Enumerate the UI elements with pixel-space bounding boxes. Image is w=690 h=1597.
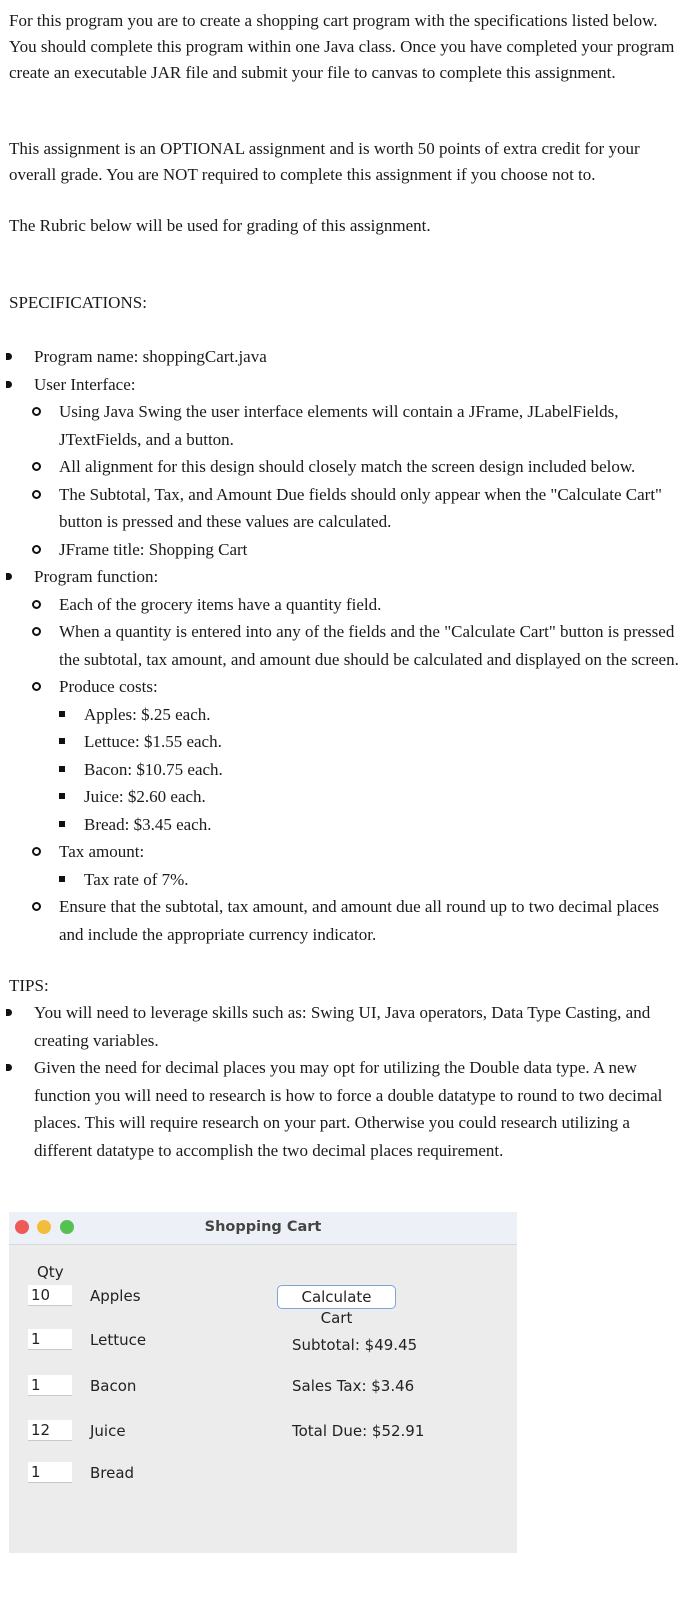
rubric-note: The Rubric below will be used for grading of this assignment. (9, 216, 431, 235)
tips-heading: TIPS: (9, 976, 49, 995)
sales-tax-label: Sales Tax: $3.46 (292, 1377, 415, 1395)
list-item: Using Java Swing the user interface elements will contain a JFrame, JLabelFields, JTextFields, and a button. (9, 398, 681, 453)
lettuce-label: Lettuce (90, 1331, 147, 1349)
list-item: Given the need for decimal places you may opt for utilizing the Double data type. A new function you will need to research is how to force a double datatype to round to two decimal places. This will require research on your part. Otherwise you could research utilizing a different datatype to accomplish the two decimal places requirement. (9, 1054, 681, 1164)
list-item: You will need to leverage skills such as: Swing UI, Java operators, Data Type Casting, and creating variables. (9, 999, 681, 1054)
shopping-cart-window (9, 1212, 517, 1553)
bacon-qty-field[interactable]: 1 (28, 1375, 72, 1396)
tax-list (59, 866, 681, 894)
list-item: Program name: shoppingCart.java (9, 343, 681, 371)
intro-paragraph: For this program you are to create a shopping cart program with the specifications listed below. You should complete this program within one Java class. Once you have completed your program create an executable JAR file and submit your file to canvas to complete this assignment. (9, 11, 675, 82)
window-titlebar (9, 1212, 517, 1245)
bread-qty-field[interactable]: 1 (28, 1462, 72, 1483)
subtotal-label: Subtotal: $49.45 (292, 1336, 418, 1354)
juice-qty-field[interactable]: 12 (28, 1420, 72, 1441)
calculate-cart-button[interactable]: Calculate Cart (277, 1285, 396, 1309)
ui-label: User Interface: (34, 374, 136, 394)
list-item (9, 838, 681, 893)
list-item: Bacon: $10.75 each. (10, 756, 681, 784)
total-due-label: Total Due: $52.91 (292, 1422, 425, 1440)
list-item: Each of the grocery items have a quantity field. (9, 591, 681, 619)
function-label: Program function: (34, 567, 159, 586)
list-item (9, 371, 681, 564)
optional-note: This assignment is an OPTIONAL assignment and is worth 50 points of extra credit for your overall grade. You are NOT required to complete this assignment if you choose not to. (9, 139, 640, 184)
specifications-heading: SPECIFICATIONS: (9, 293, 147, 312)
list-item (9, 563, 681, 948)
qty-header: Qty (37, 1263, 64, 1281)
list-item: Tax rate of 7%. (10, 866, 681, 894)
apples-label: Apples (90, 1287, 141, 1305)
bacon-label: Bacon (90, 1377, 137, 1395)
produce-costs-list (59, 701, 681, 839)
list-item (9, 673, 681, 838)
specifications-list (9, 343, 681, 948)
list-item: All alignment for this design should closely match the screen design included below. (9, 453, 681, 481)
function-sublist (34, 591, 681, 949)
ui-sublist (34, 398, 681, 563)
list-item: Lettuce: $1.55 each. (10, 728, 681, 756)
tax-label: Tax amount: (59, 842, 145, 861)
list-item: Bread: $3.45 each. (10, 811, 681, 839)
list-item: JFrame title: Shopping Cart (9, 536, 681, 564)
list-item: Ensure that the subtotal, tax amount, and amount due all round up to two decimal places and include the appropriate currency indicator. (9, 893, 681, 948)
list-item: Apples: $.25 each. (10, 701, 681, 729)
list-item: When a quantity is entered into any of the fields and the "Calculate Cart" button is pressed the subtotal, tax amount, and amount due should be calculated and displayed on the screen. (9, 618, 681, 673)
juice-label: Juice (90, 1422, 126, 1440)
produce-label: Produce costs: (59, 677, 158, 696)
bread-label: Bread (90, 1464, 135, 1482)
list-item: The Subtotal, Tax, and Amount Due fields should only appear when the "Calculate Cart" button is pressed and these values are calculated. (9, 481, 681, 536)
lettuce-qty-field[interactable]: 1 (28, 1329, 72, 1350)
tips-list (9, 999, 681, 1164)
list-item: Juice: $2.60 each. (10, 783, 681, 811)
apples-qty-field[interactable]: 10 (28, 1285, 72, 1306)
assignment-document (9, 8, 681, 1164)
window-title: Shopping Cart (204, 1219, 322, 1235)
